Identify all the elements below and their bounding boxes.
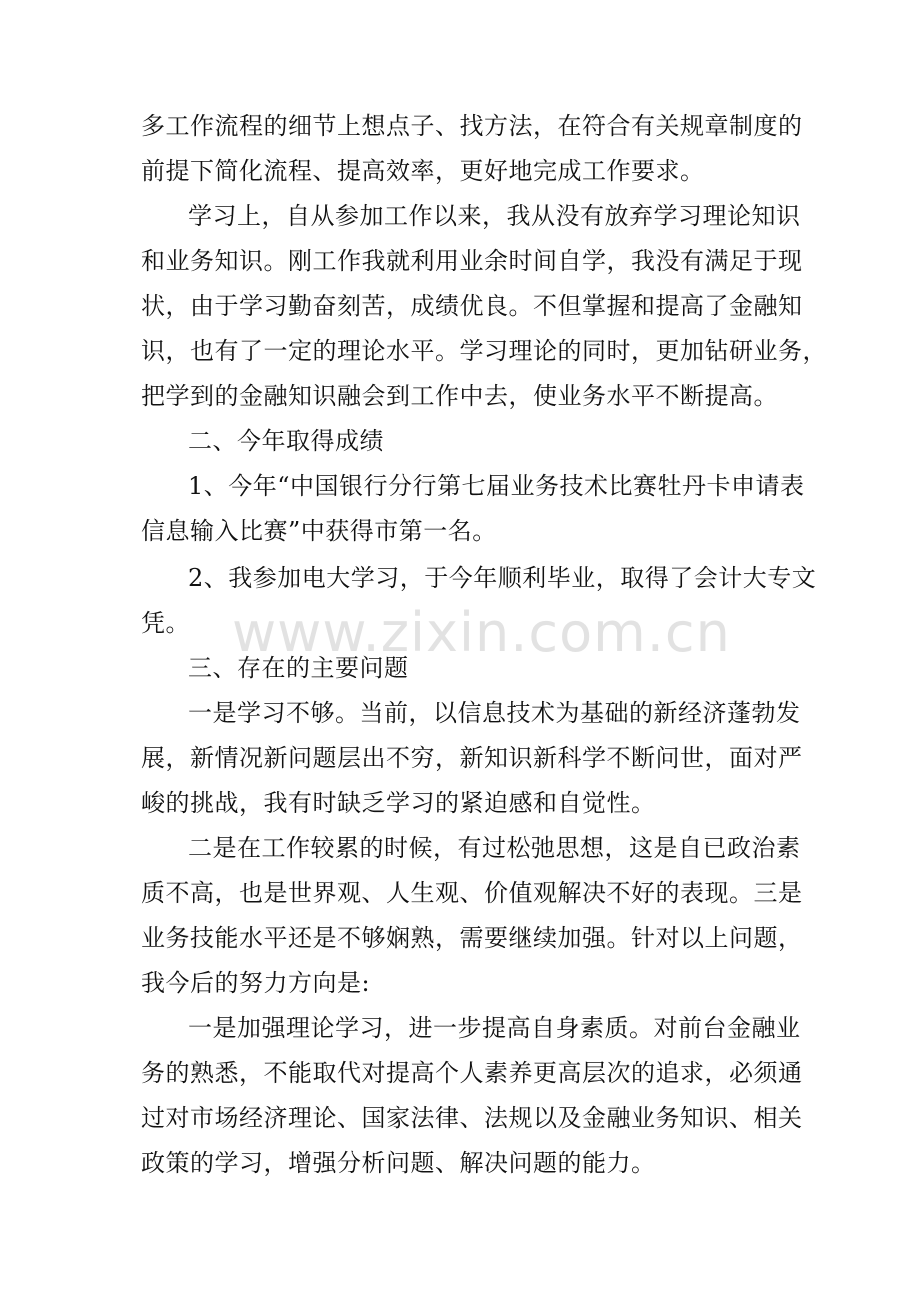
- text-line: 过对市场经济理论、国家法律、法规以及金融业务知识、相关: [141, 1104, 803, 1132]
- text-line: 峻的挑战，我有时缺乏学习的紧迫感和自觉性。: [141, 789, 656, 817]
- text-line: 把学到的金融知识融会到工作中去，使业务水平不断提高。: [141, 382, 778, 410]
- text-line: 识，也有了一定的理论水平。学习理论的同时，更加钻研业务，: [141, 337, 827, 365]
- paragraph-first-line: 学习上，自从参加工作以来，我从没有放弃学习理论知识: [188, 202, 801, 230]
- text-line: 凭。: [141, 609, 190, 637]
- text-line: 多工作流程的细节上想点子、找方法，在符合有关规章制度的: [141, 112, 803, 140]
- text-line: 前提下简化流程、提高效率，更好地完成工作要求。: [141, 157, 705, 185]
- section-heading: 三、存在的主要问题: [188, 654, 409, 682]
- text-line: 质不高，也是世界观、人生观、价值观解决不好的表现。三是: [141, 879, 803, 907]
- text-line: 务的熟悉，不能取代对提高个人素养更高层次的追求，必须通: [141, 1059, 803, 1087]
- text-line: 信息输入比赛”中获得市第一名。: [141, 517, 497, 545]
- paragraph-first-line: 2、我参加电大学习，于今年顺利毕业，取得了会计大专文: [188, 564, 817, 592]
- text-line: 和业务知识。刚工作我就利用业余时间自学，我没有满足于现: [141, 247, 803, 275]
- text-line: 政策的学习，增强分析问题、解决问题的能力。: [141, 1149, 656, 1177]
- text-line: 状，由于学习勤奋刻苦，成绩优良。不但掌握和提高了金融知: [141, 292, 803, 320]
- paragraph-first-line: 一是学习不够。当前，以信息技术为基础的新经济蓬勃发: [188, 699, 801, 727]
- section-heading: 二、今年取得成绩: [188, 427, 384, 455]
- text-line: 展，新情况新问题层出不穷，新知识新科学不断问世，面对严: [141, 744, 803, 772]
- text-line: 业务技能水平还是不够娴熟，需要继续加强。针对以上问题，: [141, 924, 803, 952]
- text-line: 我今后的努力方向是:: [141, 969, 371, 997]
- paragraph-first-line: 二是在工作较累的时候，有过松弛思想，这是自已政治素: [188, 834, 801, 862]
- watermark: www.zixin.com.cn: [232, 601, 731, 664]
- paragraph-first-line: 一是加强理论学习，进一步提高自身素质。对前台金融业: [188, 1014, 801, 1042]
- paragraph-first-line: 1、今年“中国银行分行第七届业务技术比赛牡丹卡申请表: [188, 472, 805, 500]
